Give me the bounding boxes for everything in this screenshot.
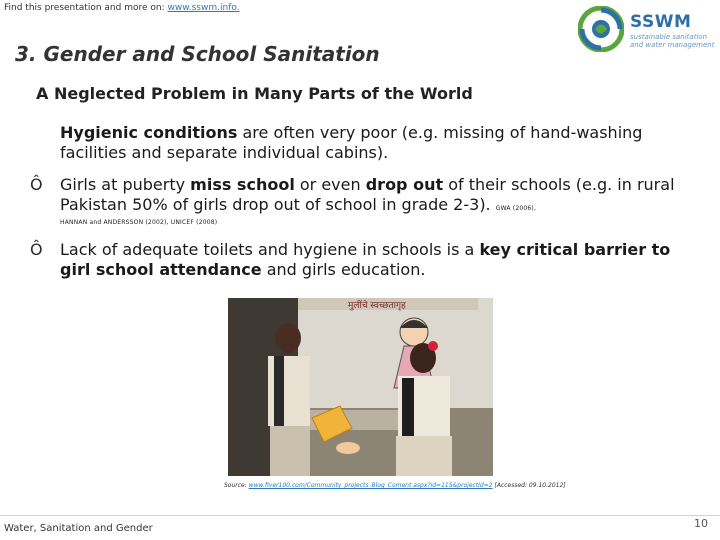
bullet-text: and girls education. <box>261 260 426 279</box>
bullet-bold: miss school <box>190 175 295 194</box>
bullet-hygienic-conditions <box>30 123 690 163</box>
header-note <box>4 3 240 13</box>
logo-name: SSWM <box>630 12 692 32</box>
bullet-text: Lack of adequate toilets and hygiene in schools is a <box>60 240 480 259</box>
bullet-bold: Hygienic conditions <box>60 123 238 142</box>
logo-tagline: sustainable sanitation and water management <box>630 33 715 49</box>
bullet-text: of their schools (e.g. in rural Pakistan 50% of girls drop out of school in grade 2-3). <box>60 175 675 214</box>
bullet-text: are often very poor (e.g. missing of hand-washing facilities and separate individual cabins). <box>60 123 643 162</box>
sswm-link[interactable]: www.sswm.info. <box>167 3 240 13</box>
photo-illustration <box>228 298 493 476</box>
sswm-logo <box>578 6 718 56</box>
header-note-prefix: Find this presentation and more on: <box>4 3 165 13</box>
sswm-logo-icon <box>578 6 624 52</box>
bullet-text: or even <box>294 175 366 194</box>
photo-girls-handwashing <box>228 298 493 476</box>
photo-source <box>224 482 566 489</box>
footer-divider <box>0 515 720 516</box>
source-accessed: [Accessed: 09.10.2012] <box>492 482 566 489</box>
bullet-bold: key critical barrier to girl school attendance <box>60 240 671 279</box>
bullet-girls-puberty <box>30 175 690 219</box>
source-link[interactable]: www.fiver100.com/Community_projects_Blog_Coment.aspx?id=115&projectId=2 <box>248 482 493 489</box>
bullet-text: Girls at puberty <box>60 175 191 194</box>
bullet-lack-of-toilets <box>30 240 690 280</box>
bullet-reference-line: HANNAN and ANDERSSON (2002), UNICEF (2008) <box>60 219 218 226</box>
bullet-marker: Ô <box>30 240 43 259</box>
bullet-reference: GWA (2006), <box>495 205 537 212</box>
bullet-marker: Ô <box>30 175 43 194</box>
slide-subtitle: A Neglected Problem in Many Parts of the World <box>36 84 473 103</box>
slide-title: 3. Gender and School Sanitation <box>15 42 380 66</box>
footer-title: Water, Sanitation and Gender <box>4 523 153 534</box>
wall-sign-text: मुलींचे स्वच्छतागृह <box>348 301 406 311</box>
bullet-bold: drop out <box>365 175 444 194</box>
source-prefix: Source: <box>224 482 249 489</box>
page-number: 10 <box>694 517 708 530</box>
